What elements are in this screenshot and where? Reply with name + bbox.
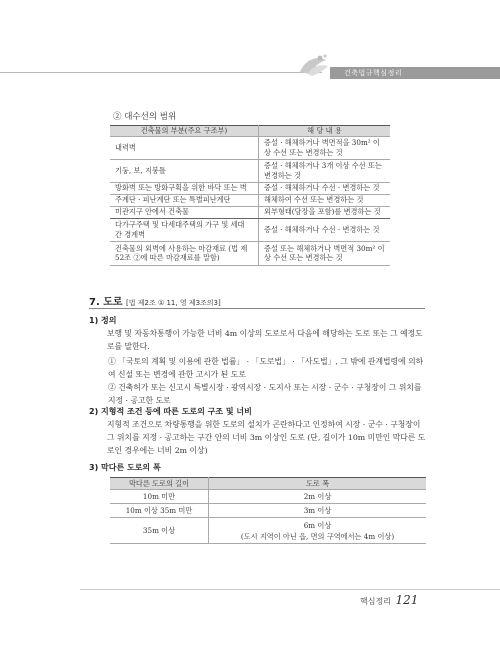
table-cell: 증설 · 해체하거나 벽면적을 30m² 이상 수선 또는 변경하는 것	[259, 136, 391, 159]
subsection-title: 1) 정의	[89, 316, 117, 325]
table-cell: 35m 이상	[110, 518, 209, 544]
table-cell: 건축물의 외벽에 사용하는 마감재료 (법 제52조 ②에 따른 마감재료를 말함)	[110, 241, 259, 265]
table-row	[110, 490, 426, 504]
table-row	[110, 136, 390, 159]
table-header-cell: 건축물의 부분(주요 구조부)	[110, 126, 259, 137]
table-header-row	[110, 478, 426, 490]
table-cell: 기둥, 보, 지붕틀	[110, 159, 259, 182]
table-cell: 외부형태(담장을 포함)를 변경하는 것	[259, 206, 391, 218]
table-cell: 주계단 · 피난계단 또는 특별피난계단	[110, 194, 259, 206]
table-row	[110, 241, 390, 265]
section-heading-title: 7. 도로	[89, 297, 123, 308]
table-cell: 10m 미만	[110, 490, 209, 504]
table-row	[110, 518, 426, 544]
section-title: ② 대수선의 범위	[113, 112, 177, 122]
table-cell: 증설 · 해체하거나 3개 이상 수선 또는 변경하는 것	[259, 159, 391, 182]
table-row	[110, 159, 390, 182]
paragraph: 보행 및 자동차통행이 가능한 너비 4m 이상의 도로로서 다음에 해당하는 도로 또는 그 예정도로를 말한다.	[107, 329, 423, 351]
leaf-ornament-icon	[296, 52, 332, 78]
section-heading	[89, 293, 221, 308]
dead-end-road-table	[110, 477, 426, 544]
table-header-cell: 해 당 내 용	[259, 126, 391, 137]
table-cell: 증설 · 해체하거나 수선 · 변경하는 것	[259, 218, 391, 241]
table-cell: 내력벽	[110, 136, 259, 159]
table-cell: 증설 또는 해체하거나 벽면적 30m² 이상 수선 또는 변경하는 것	[259, 241, 391, 265]
section-heading-rule	[89, 308, 425, 309]
section-heading-ref: [법 제2조 ① 11, 영 제3조의3]	[126, 299, 221, 307]
subsection-title: 3) 막다른 도로의 폭	[89, 463, 161, 472]
table-header-cell: 막다른 도로의 길이	[110, 478, 209, 490]
table-cell: 3m 이상	[209, 504, 427, 518]
paragraph: 지형적 조건으로 차량통행을 위한 도로의 설치가 곤란하다고 인정하여 시장 · 군수 · 구청장이 그 위치를 지정 · 공고하는 구간 안의 너비 3m 이상인 도로 (단, 길이가 10m 미만인 막다른 도로인 경우에는 너비 2m 이상)	[107, 420, 426, 455]
list-item: ② 건축허가 또는 신고시 특별시장 · 광역시장 · 도지사 또는 시장 · 군수 · 구청장이 그 위치를 지정 · 공고한 도로	[108, 383, 422, 405]
header-title: 건축법규핵심정리	[330, 67, 500, 79]
table-cell-line: 6m 이상	[303, 520, 332, 530]
table-cell: 증설 · 해체하거나 수선 · 변경하는 것	[259, 182, 391, 194]
table-cell: 미관지구 안에서 건축물	[110, 206, 259, 218]
footer-rule	[80, 589, 500, 590]
table-row	[110, 194, 390, 206]
table-cell: 2m 이상	[209, 490, 427, 504]
table-row	[110, 182, 390, 194]
table-row	[110, 206, 390, 218]
table-header-row	[110, 126, 390, 137]
table-row	[110, 218, 390, 241]
table-cell: 10m 이상 35m 미만	[110, 504, 209, 518]
table-cell: 방화벽 또는 방화구획을 위한 바닥 또는 벽	[110, 182, 259, 194]
repair-scope-table	[110, 125, 390, 266]
table-header-cell: 도로 폭	[209, 478, 427, 490]
subsection-title: 2) 지형적 조건 등에 따른 도로의 구조 및 너비	[89, 407, 252, 416]
table-cell-line: (도시 지역이 아닌 읍, 면의 구역에서는 4m 이상)	[240, 531, 395, 541]
table-row	[110, 504, 426, 518]
footer	[360, 593, 418, 607]
page-number: 121	[395, 593, 419, 607]
footer-label: 핵심정리	[360, 597, 391, 606]
table-cell	[209, 518, 427, 544]
table-cell: 다가구주택 및 다세대주택의 가구 및 세대 간 경계벽	[110, 218, 259, 241]
table-cell: 해체하여 수선 또는 변경하는 것	[259, 194, 391, 206]
list-item: ① 「국토의 계획 및 이용에 관한 법률」 · 「도로법」 · 「사도법」, 그 밖에 관계법령에 의하여 신설 또는 변경에 관한 고시가 된 도로	[108, 357, 424, 379]
header-rule	[0, 72, 322, 73]
